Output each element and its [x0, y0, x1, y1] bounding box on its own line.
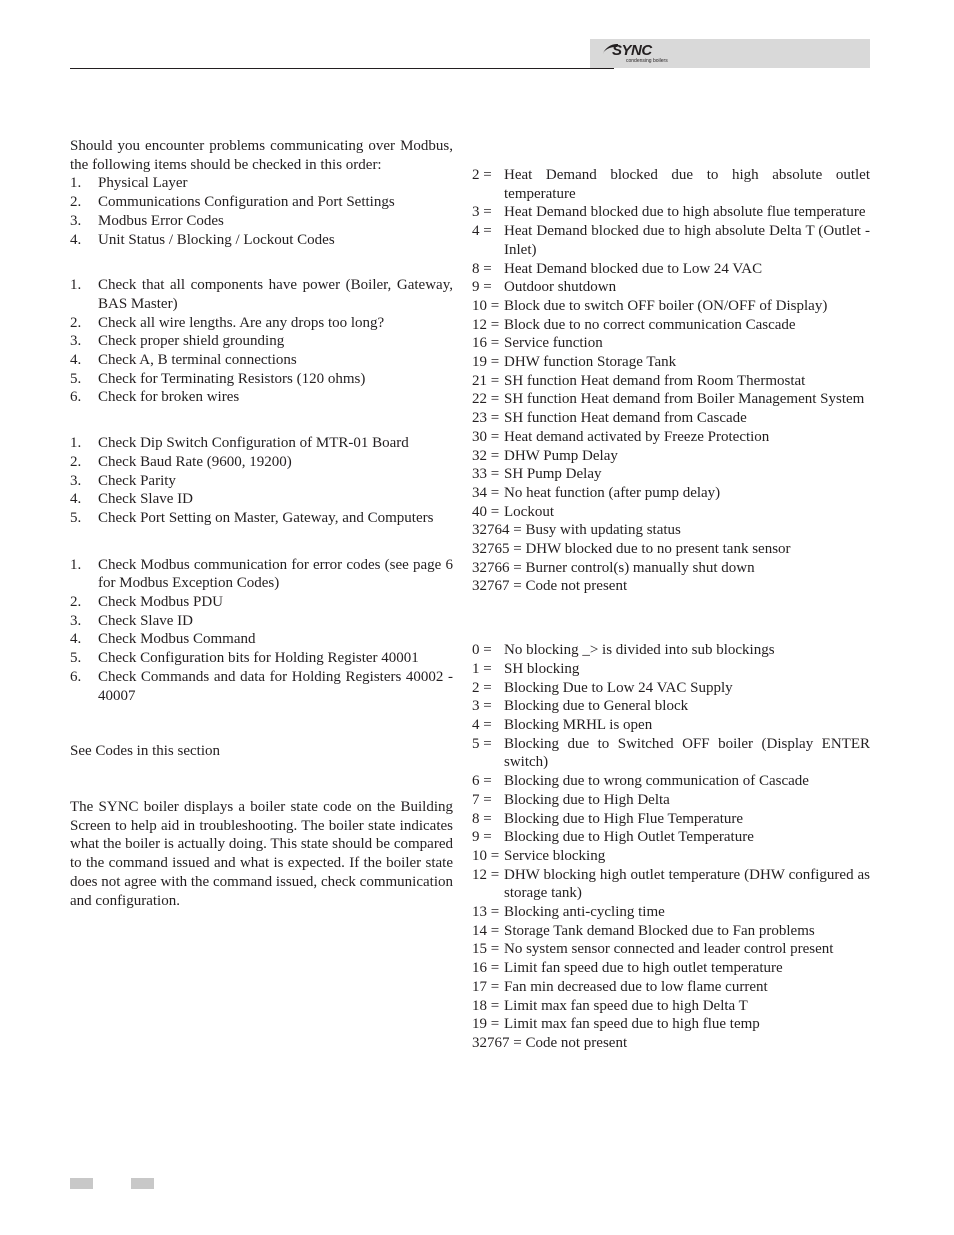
item-text: Heat Demand blocked due to high absolute flue temperature	[504, 204, 866, 221]
item-text: No heat function (after pump delay)	[504, 484, 721, 501]
item-text: SH Pump Delay	[504, 466, 602, 483]
list-item	[472, 997, 870, 1016]
blocking-code-list	[472, 641, 870, 1052]
item-number: 4.	[70, 231, 82, 248]
item-text: Check for broken wires	[98, 389, 240, 406]
item-text: Blocking due to High Delta	[504, 791, 670, 808]
list-item	[472, 316, 870, 335]
item-text: DHW function Storage Tank	[504, 354, 677, 371]
item-number: 3 =	[472, 204, 492, 221]
item-text: SH blocking	[504, 660, 580, 677]
item-text: Block due to no correct communication Cascade	[504, 316, 796, 333]
item-text: Busy with updating status	[525, 522, 681, 539]
item-number: 5.	[70, 509, 82, 526]
list-item	[472, 791, 870, 810]
list-item	[472, 847, 870, 866]
status-code-list	[472, 166, 870, 596]
list-item	[472, 540, 870, 559]
item-number: 1.	[70, 175, 82, 192]
list-item	[70, 453, 453, 472]
list-item	[472, 772, 870, 791]
item-text: Blocking MRHL is open	[504, 716, 653, 733]
left-column	[70, 137, 453, 910]
item-text: Heat Demand blocked due to high absolute Delta T (Outlet - Inlet)	[504, 223, 870, 258]
item-number: 13 =	[472, 904, 500, 921]
item-text: Check that all components have power (Boiler, Gateway, BAS Master)	[98, 277, 453, 312]
item-text: Blocking due to High Outlet Temperature	[504, 829, 754, 846]
sync-logo	[604, 41, 666, 66]
item-text: Blocking Due to Low 24 VAC Supply	[504, 679, 733, 696]
list-item	[472, 297, 870, 316]
item-number: 16 =	[472, 335, 500, 352]
item-text: SH function Heat demand from Boiler Management System	[504, 391, 865, 408]
list-item	[70, 276, 453, 313]
item-text: Check Slave ID	[98, 612, 193, 629]
item-text: SH function Heat demand from Room Thermostat	[504, 372, 806, 389]
list-item	[472, 716, 870, 735]
list-item	[472, 465, 870, 484]
item-text: Check Parity	[98, 472, 176, 489]
item-text: Storage Tank demand Blocked due to Fan problems	[504, 922, 815, 939]
item-number: 23 =	[472, 410, 500, 427]
item-number: 19 =	[472, 1016, 500, 1033]
check-order-list	[70, 174, 453, 249]
item-number: 10 =	[472, 297, 500, 314]
item-number: 22 =	[472, 391, 500, 408]
item-number: 33 =	[472, 466, 500, 483]
item-number: 5.	[70, 370, 82, 387]
item-text: Service function	[504, 335, 603, 352]
item-number: 4.	[70, 352, 82, 369]
error-codes-list	[70, 556, 453, 706]
item-text: Block due to switch OFF boiler (ON/OFF of Display)	[504, 297, 828, 314]
list-item	[70, 174, 453, 193]
item-number: 2.	[70, 194, 82, 211]
item-text: Limit max fan speed due to high flue temp	[504, 1016, 760, 1033]
item-number: 2.	[70, 594, 82, 611]
item-number: 1.	[70, 556, 82, 573]
item-text: Blocking due to wrong communication of Cascade	[504, 773, 809, 790]
item-text: Check Commands and data for Holding Registers 40002 - 40007	[98, 668, 453, 704]
list-item	[472, 503, 870, 522]
item-number: 18 =	[472, 997, 500, 1014]
item-number: 14 =	[472, 922, 500, 939]
item-text: SH function Heat demand from Cascade	[504, 410, 747, 427]
item-text: DHW Pump Delay	[504, 447, 618, 464]
item-number: 3 =	[472, 698, 492, 715]
item-number: 19 =	[472, 354, 500, 371]
item-number: 9 =	[472, 829, 492, 846]
item-text: Physical Layer	[98, 175, 188, 192]
item-text: Communications Configuration and Port Settings	[98, 194, 395, 211]
item-number: 32765 =	[472, 541, 526, 558]
item-text: Check A, B terminal connections	[98, 352, 297, 369]
list-item	[472, 959, 870, 978]
item-text: Check Dip Switch Configuration of MTR-01 Board	[98, 435, 409, 452]
list-item	[472, 260, 870, 279]
item-number: 2.	[70, 453, 82, 470]
item-text: Heat Demand blocked due to high absolute outlet temperature	[504, 167, 870, 202]
item-text: Check Modbus PDU	[98, 594, 224, 611]
item-text: Code not present	[525, 1034, 628, 1051]
list-item	[472, 278, 870, 297]
item-number: 4 =	[472, 716, 492, 733]
item-number: 4.	[70, 491, 82, 508]
list-item	[472, 978, 870, 997]
item-text: Heat demand activated by Freeze Protection	[504, 428, 770, 445]
item-number: 3.	[70, 472, 82, 489]
list-item	[472, 372, 870, 391]
item-number: 10 =	[472, 847, 500, 864]
list-item	[472, 428, 870, 447]
list-item	[472, 940, 870, 959]
list-item	[70, 593, 453, 612]
item-number: 6.	[70, 389, 82, 406]
item-number: 21 =	[472, 372, 500, 389]
logo-word: SYNC	[612, 42, 652, 59]
configuration-list	[70, 434, 453, 528]
item-number: 34 =	[472, 484, 500, 501]
item-number: 16 =	[472, 960, 500, 977]
item-number: 5 =	[472, 735, 492, 752]
item-number: 1 =	[472, 660, 492, 677]
item-text: Lockout	[504, 503, 554, 520]
list-item	[70, 556, 453, 593]
list-item	[472, 353, 870, 372]
list-item	[70, 370, 453, 389]
list-item	[70, 231, 453, 250]
item-number: 12 =	[472, 866, 500, 883]
list-item	[472, 447, 870, 466]
header-logo-bar	[590, 39, 870, 68]
item-text: Check all wire lengths. Are any drops too long?	[98, 314, 385, 331]
item-text: Blocking due to General block	[504, 698, 689, 715]
item-number: 12 =	[472, 316, 500, 333]
list-item	[472, 922, 870, 941]
list-item	[472, 577, 870, 596]
right-column	[472, 166, 870, 1053]
list-item	[472, 484, 870, 503]
item-text: Check Configuration bits for Holding Register 40001	[98, 650, 419, 667]
item-number: 1.	[70, 277, 82, 294]
item-number: 32767 =	[472, 578, 526, 595]
list-item	[472, 521, 870, 540]
item-text: DHW blocking high outlet temperature (DHW configured as storage tank)	[504, 866, 870, 902]
item-text: Limit fan speed due to high outlet temperature	[504, 960, 783, 977]
list-item	[472, 203, 870, 222]
list-item	[70, 388, 453, 407]
list-item	[472, 903, 870, 922]
list-item	[472, 1034, 870, 1053]
item-text: Code not present	[525, 578, 628, 595]
item-text: Fan min decreased due to low flame current	[504, 978, 768, 995]
item-text: Heat Demand blocked due to Low 24 VAC	[504, 260, 763, 277]
list-item	[472, 735, 870, 772]
list-item	[70, 668, 453, 705]
header-rule	[70, 68, 614, 69]
item-text: Unit Status / Blocking / Lockout Codes	[98, 231, 335, 248]
item-number: 2.	[70, 314, 82, 331]
item-number: 4.	[70, 631, 82, 648]
item-number: 7 =	[472, 791, 492, 808]
item-text: Check proper shield grounding	[98, 333, 285, 350]
list-item	[70, 612, 453, 631]
item-number: 17 =	[472, 978, 500, 995]
item-text: Check Baud Rate (9600, 19200)	[98, 453, 292, 470]
item-number: 32766 =	[472, 559, 526, 576]
list-item	[472, 222, 870, 259]
list-item	[472, 810, 870, 829]
item-number: 15 =	[472, 941, 500, 958]
item-text: Outdoor shutdown	[504, 279, 617, 296]
list-item	[472, 866, 870, 903]
item-number: 3.	[70, 212, 82, 229]
list-item	[472, 641, 870, 660]
item-text: Check Modbus Command	[98, 631, 256, 648]
list-item	[472, 697, 870, 716]
item-number: 30 =	[472, 428, 500, 445]
item-number: 40 =	[472, 503, 500, 520]
item-number: 32767 =	[472, 1034, 526, 1051]
item-text: Blocking anti-cycling time	[504, 904, 665, 921]
intro-paragraph: Should you encounter problems communicating over Modbus, the following items should be checked in this order:	[70, 138, 453, 173]
item-text: Blocking due to Switched OFF boiler (Display ENTER switch)	[504, 735, 870, 771]
footer-marker-left	[70, 1178, 93, 1189]
item-number: 6 =	[472, 773, 492, 790]
item-number: 0 =	[472, 642, 492, 659]
item-number: 3.	[70, 333, 82, 350]
list-item	[70, 212, 453, 231]
list-item	[70, 649, 453, 668]
item-text: Limit max fan speed due to high Delta T	[504, 997, 748, 1014]
item-number: 6.	[70, 668, 82, 685]
boiler-state-paragraph: The SYNC boiler displays a boiler state code on the Building Screen to help aid in troubleshooting. The boiler state indicates what the boiler is actually doing. This state should be compared to the command issued and what is expected. If the boiler state does not agree with the command issued, check communication and configuration.	[70, 798, 453, 909]
item-text: Check for Terminating Resistors (120 ohms)	[98, 370, 366, 387]
footer-marker-right	[131, 1178, 154, 1189]
item-number: 9 =	[472, 279, 492, 296]
list-item	[70, 332, 453, 351]
item-text: Check Port Setting on Master, Gateway, and Computers	[98, 509, 434, 526]
list-item	[472, 166, 870, 203]
list-item	[472, 679, 870, 698]
list-item	[472, 409, 870, 428]
item-text: Check Modbus communication for error codes (see page 6 for Modbus Exception Codes)	[98, 556, 453, 592]
see-codes-text: See Codes in this section	[70, 743, 220, 760]
item-text: DHW blocked due to no present tank sensor	[525, 541, 791, 558]
list-item	[70, 351, 453, 370]
item-number: 4 =	[472, 223, 492, 240]
list-item	[70, 509, 453, 528]
item-number: 1.	[70, 435, 82, 452]
list-item	[472, 390, 870, 409]
item-number: 32764 =	[472, 522, 526, 539]
item-number: 2 =	[472, 679, 492, 696]
item-text: Blocking due to High Flue Temperature	[504, 810, 744, 827]
item-number: 2 =	[472, 167, 492, 183]
list-item	[472, 334, 870, 353]
list-item	[472, 660, 870, 679]
item-number: 8 =	[472, 810, 492, 827]
list-item	[70, 490, 453, 509]
list-item	[70, 193, 453, 212]
item-text: Burner control(s) manually shut down	[525, 559, 755, 576]
list-item	[70, 630, 453, 649]
item-number: 3.	[70, 612, 82, 629]
item-text: Modbus Error Codes	[98, 212, 224, 229]
item-text: Service blocking	[504, 847, 606, 864]
list-item	[472, 828, 870, 847]
item-number: 8 =	[472, 260, 492, 277]
list-item	[70, 314, 453, 333]
list-item	[70, 434, 453, 453]
list-item	[472, 559, 870, 578]
item-number: 32 =	[472, 447, 500, 464]
physical-layer-list	[70, 276, 453, 407]
item-text: No system sensor connected and leader control present	[504, 941, 834, 958]
list-item	[472, 1015, 870, 1034]
item-text: No blocking _> is divided into sub blockings	[504, 642, 775, 659]
item-number: 5.	[70, 650, 82, 667]
item-text: Check Slave ID	[98, 491, 193, 508]
list-item	[70, 472, 453, 491]
logo-tagline: condensing boilers	[626, 58, 668, 64]
